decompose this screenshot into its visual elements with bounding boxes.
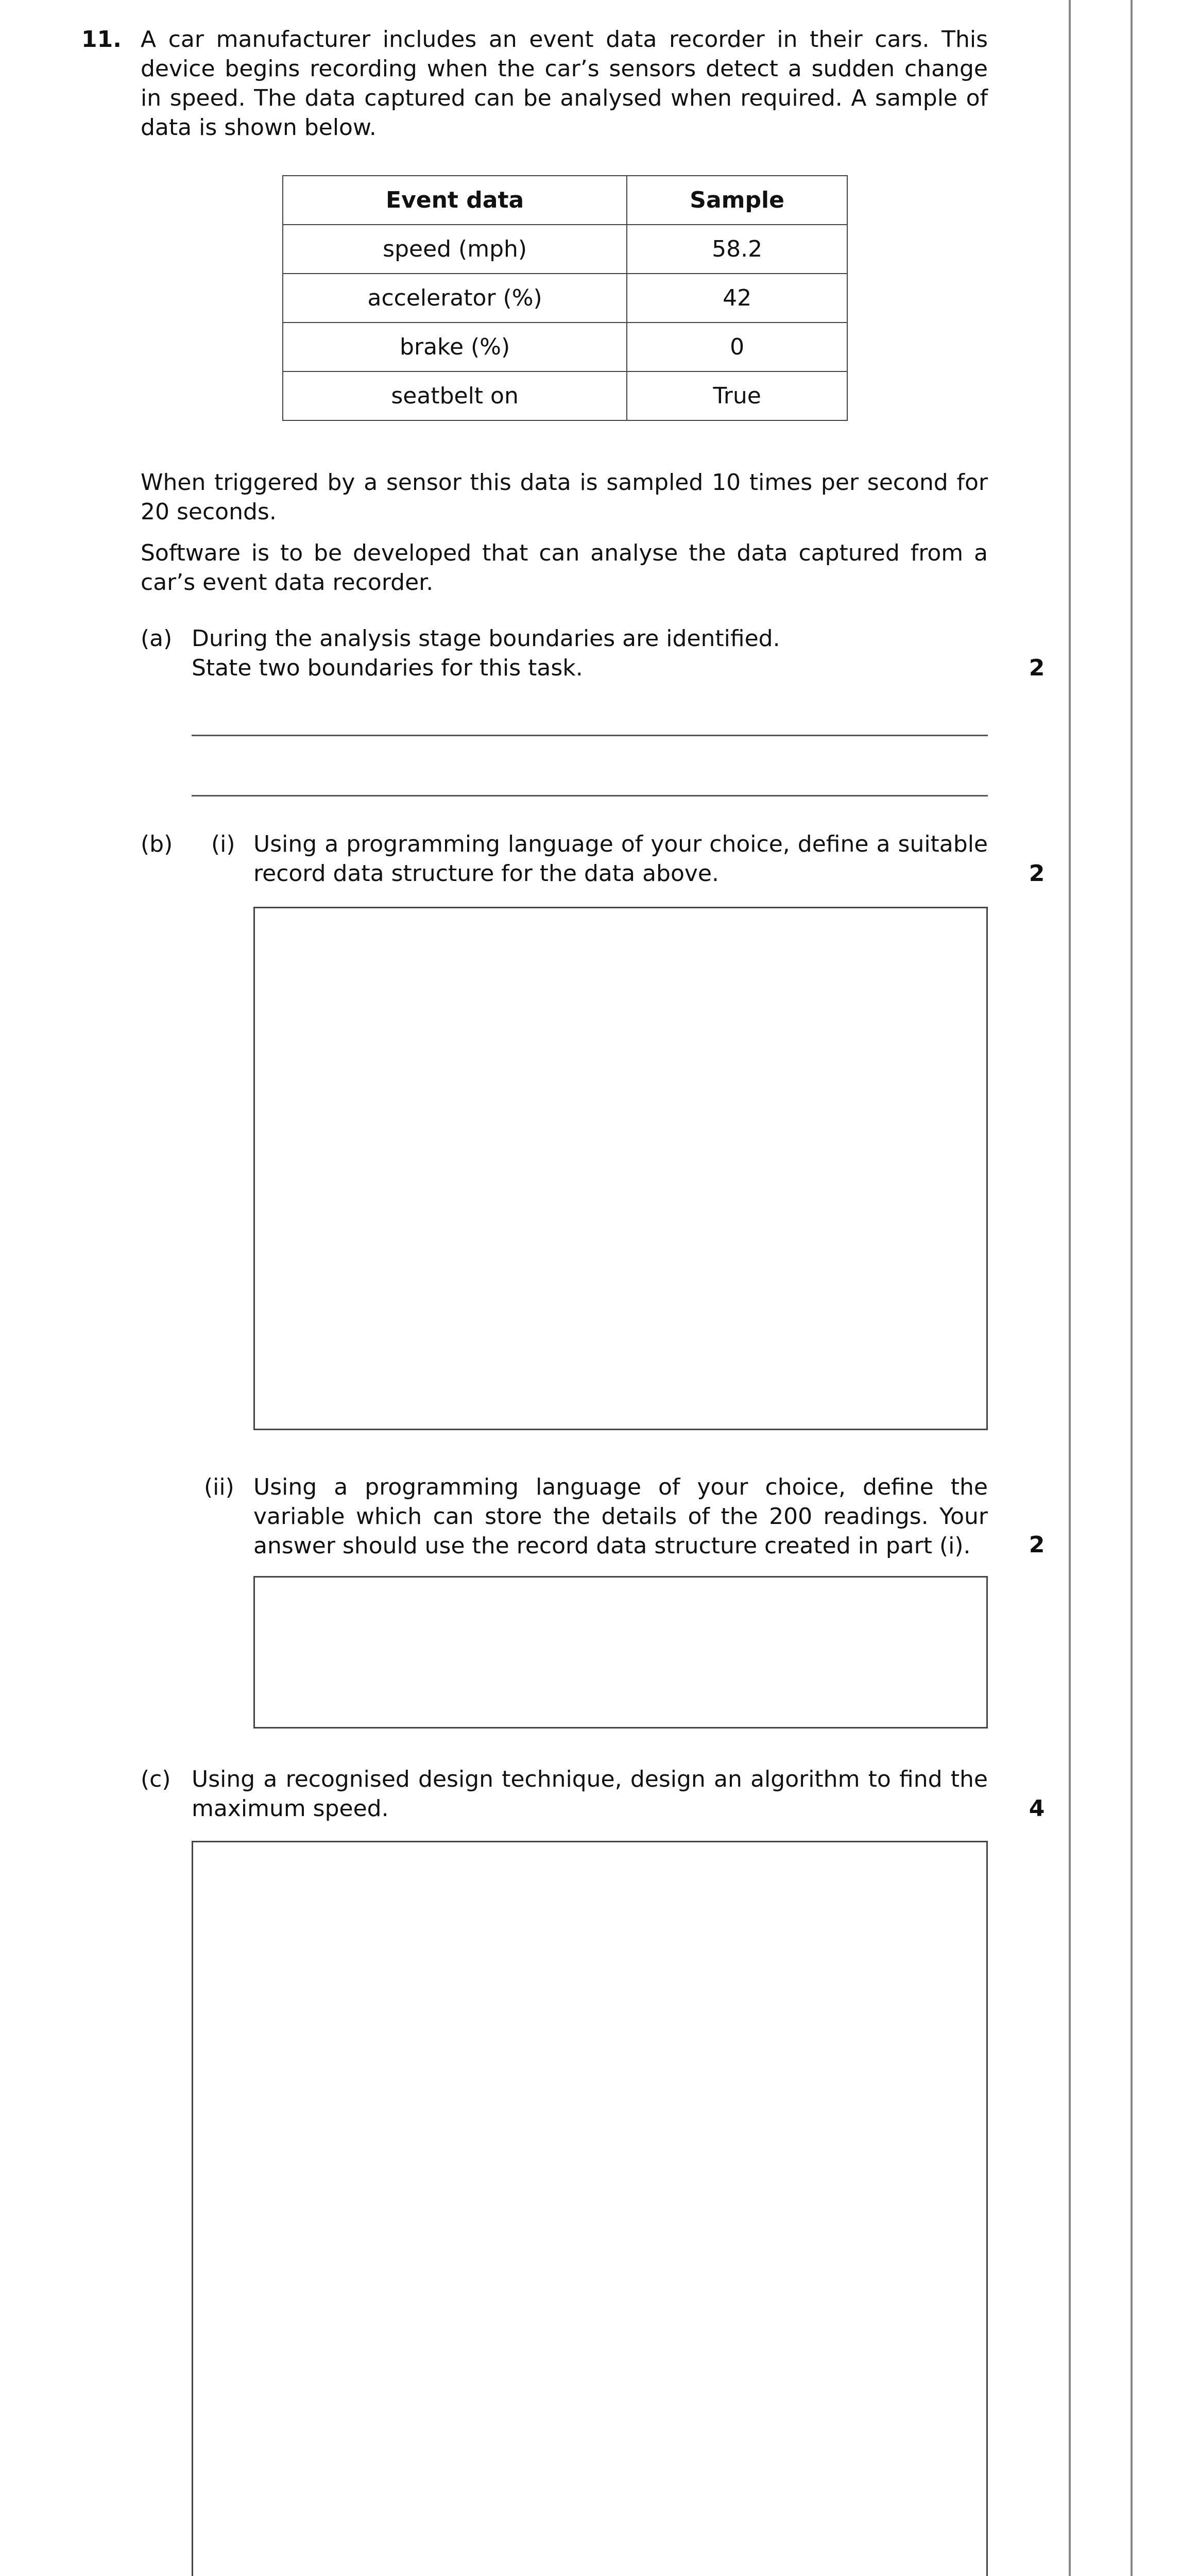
answer-box-c[interactable]	[192, 1841, 988, 2576]
margin-rule-right	[1131, 0, 1133, 2576]
answer-box-b-ii[interactable]	[253, 1576, 988, 1728]
answer-line-2[interactable]	[192, 795, 988, 796]
part-a-line1: During the analysis stage boundaries are identified.	[192, 625, 780, 652]
part-c-label: (c)	[141, 1766, 171, 1792]
table-row	[283, 323, 847, 371]
part-c-text: Using a recognised design technique, design an algorithm to find the maximum speed.	[192, 1766, 988, 1822]
table-cell: 58.2	[627, 225, 847, 274]
event-data-table	[282, 175, 848, 421]
part-a-label: (a)	[141, 625, 173, 652]
table-row	[283, 371, 847, 420]
table-cell: brake (%)	[283, 323, 627, 371]
software-paragraph: Software is to be developed that can analyse the data captured from a car’s event data recorder.	[141, 540, 988, 596]
table-cell: 42	[627, 274, 847, 323]
question-number: 11.	[81, 26, 122, 53]
part-b-ii-label: (ii)	[204, 1474, 234, 1500]
table-header-sample: Sample	[627, 176, 847, 225]
part-a-line2: State two boundaries for this task.	[192, 655, 583, 681]
part-a-marks: 2	[1029, 655, 1045, 681]
table-row	[283, 225, 847, 274]
table-header-row	[283, 176, 847, 225]
answer-line-1[interactable]	[192, 735, 988, 736]
table-row	[283, 274, 847, 323]
table-cell: seatbelt on	[283, 371, 627, 420]
part-b-i-marks: 2	[1029, 860, 1045, 887]
part-b-i-text: Using a programming language of your choice, define a suitable record data structure for the data above.	[253, 831, 988, 887]
margin-rule-left	[1069, 0, 1071, 2576]
table-cell: True	[627, 371, 847, 420]
part-c-marks: 4	[1029, 1795, 1045, 1822]
table-cell: speed (mph)	[283, 225, 627, 274]
question-intro: A car manufacturer includes an event data recorder in their cars. This device begins recording when the car’s sensors detect a sudden change in speed. The data captured can be analysed when required. A sample of data is shown below.	[141, 26, 988, 141]
answer-box-b-i[interactable]	[253, 907, 988, 1430]
part-b-ii-text: Using a programming language of your choice, define the variable which can store the details of the 200 readings. Your answer should use the record data structure created in part (i).	[253, 1474, 988, 1559]
sampling-paragraph: When triggered by a sensor this data is sampled 10 times per second for 20 seconds.	[141, 469, 988, 525]
part-b-i-label: (i)	[211, 831, 235, 857]
part-b-ii-marks: 2	[1029, 1532, 1045, 1558]
table-header-event-data: Event data	[283, 176, 627, 225]
part-b-label: (b)	[141, 831, 173, 857]
table-cell: accelerator (%)	[283, 274, 627, 323]
table-cell: 0	[627, 323, 847, 371]
